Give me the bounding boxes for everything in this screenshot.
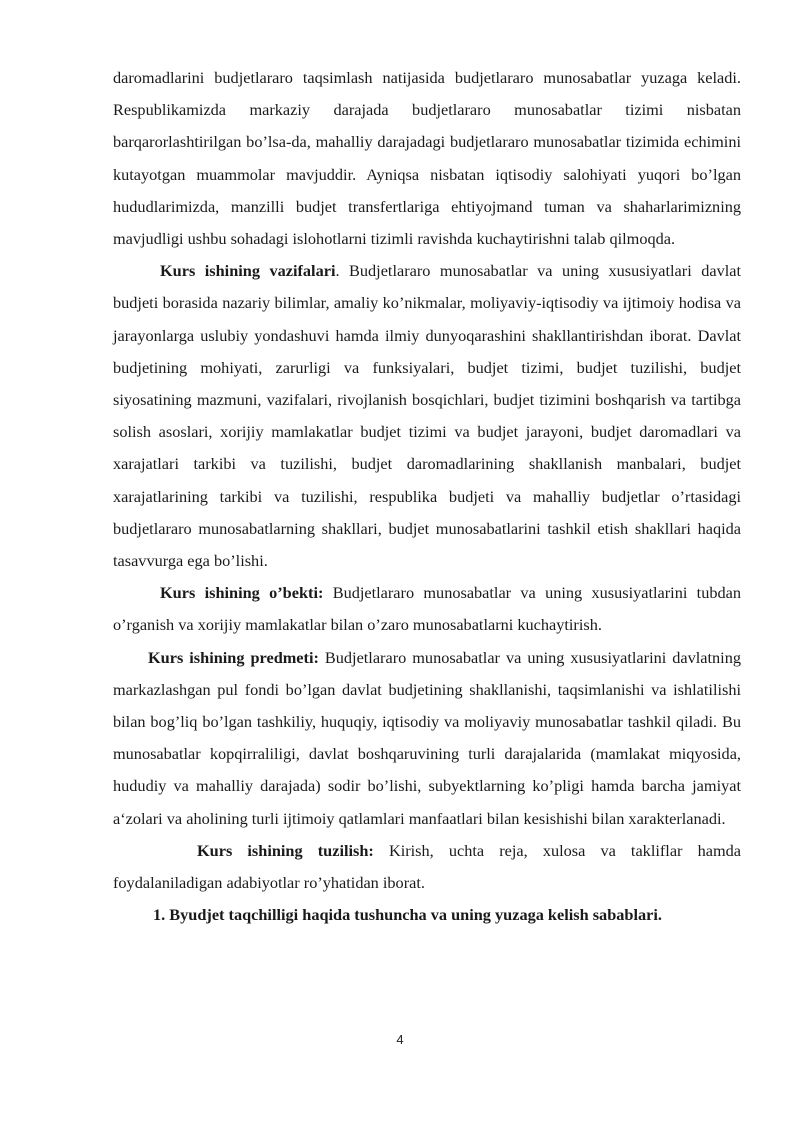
page-number: 4 [396, 1032, 404, 1047]
paragraph-label: Kurs ishining tuzilish: [197, 840, 374, 860]
body-text [113, 62, 741, 931]
paragraph-label: Kurs ishining o’bekti: [160, 583, 324, 603]
paragraph-intro-continuation [113, 62, 741, 255]
paragraph-text: Budjetlararo munosabatlar va uning xususiyatlarini davlatning markazlashgan pul fondi bo’lgan davlat budjetining shakllanishi, taqsimlanishi va ishlatilishi bilan bog’liq bo’lgan tashkiliy, huquqiy, iqtisodiy va moliyaviy munosabatlar tashkil qiladi. Bu munosabatlar kopqirraliligi, davlat boshqaruvining turli darajalarida (mamlakat miqyosida, hududiy va mahalliy darajada) sodir bo’lishi, subyektlarning ko’pligi hamda barcha jamiyat a‘zolari va aholining turli ijtimoiy qatlamlari manfaatlari bilan kesishishi bilan xarakterlanadi. [113, 647, 741, 828]
paragraph-label: Kurs ishining vazifalari [160, 261, 336, 281]
paragraph-text: . Budjetlararo munosabatlar va uning xususiyatlari davlat budjeti borasida nazariy bilimlar, amaliy ko’nikmalar, moliyaviy-iqtisodiy va ijtimoiy hodisa va jarayonlarga uslubiy yondashuvi hamda ilmiy dunyoqarashini shakllantirishdan iborat. Davlat budjetining mohiyati, zarurligi va funksiyalari, budjet tizimi, budjet tuzilishi, budjet siyosatining mazmuni, vazifalari, rivojlanish bosqichlari, budjet tizimini boshqarish va tartibga solish asoslari, xorijiy mamlakatlar budjet tizimi va budjet jarayoni, budjet daromadlari va xarajatlari tarkibi va tuzilishi, budjet daromadlarining shakllanish manbalari, budjet xarajatlarining tarkibi va tuzilishi, respublika budjeti va mahalliy budjetlar o’rtasidagi budjetlararo munosabatlarning shakllari, budjet munosabatlarini tashkil etish shakllari haqida tasavvurga ega bo’lishi. [113, 261, 741, 571]
paragraph-text: Budjetlararo munosabatlar va uning xususiyatlarini tubdan o’rganish va xorijiy mamlakatlar bilan o’zaro munosabatlarni kuchaytirish. [113, 583, 741, 635]
paragraph-subject [113, 642, 741, 835]
section-heading: 1. Byudjet taqchilligi haqida tushuncha va uning yuzaga kelish sabablari. [153, 905, 662, 925]
paragraph-object [113, 577, 741, 641]
paragraph-tasks [113, 255, 741, 577]
paragraph-structure [113, 835, 741, 899]
paragraph-text: Kirish, uchta reja, xulosa va takliflar hamda foydalaniladigan adabiyotlar ro’yhatidan iborat. [113, 840, 741, 893]
paragraph-label: Kurs ishining predmeti: [148, 647, 319, 667]
paragraph-text: daromadlarini budjetlararo taqsimlash natijasida budjetlararo munosabatlar yuzaga keladi. Respublikamizda markaziy darajada budjetlararo munosabatlar tizimi nisbatan barqarorlashtirilgan bo’lsa-da, mahalliy darajadagi budjetlararo munosabatlar tizimida echimini kutayotgan muammolar mavjuddir. Ayniqsa nisbatan iqtisodiy salohiyati yuqori bo’lgan hududlarimizda, manzilli budjet transfertlariga ehtiyojmand tuman va shaharlarimizning mavjudligi ushbu sohadagi islohotlarni tizimli ravishda kuchaytirishni talab qilmoqda. [113, 68, 741, 249]
